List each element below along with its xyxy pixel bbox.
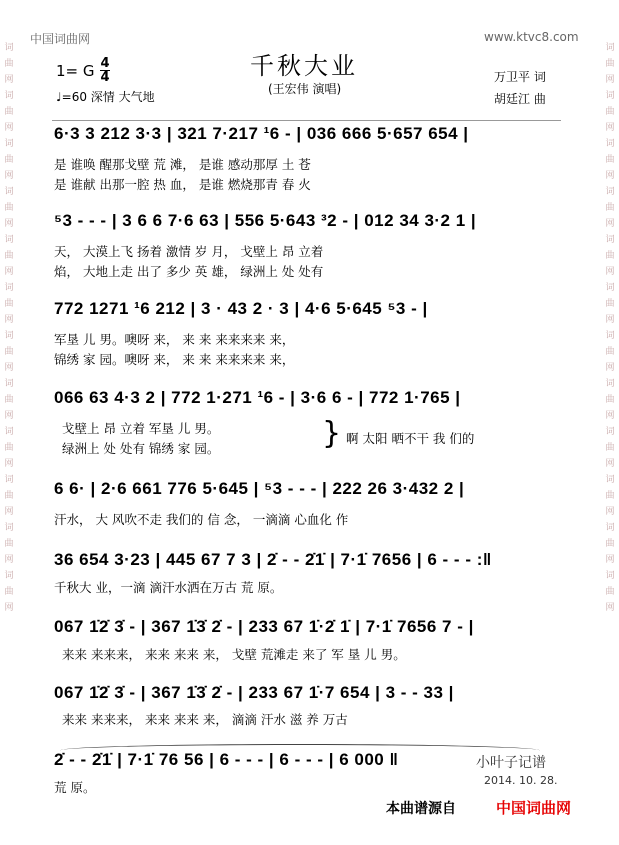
lyrics-line-2b: 焰， 大地上走 出了 多少 英 雄， 绿洲上 处 处有 [54, 264, 324, 279]
lyrics-line-4b: 绿洲上 处 处有 锦绣 家 园。 [62, 441, 220, 456]
lyrics-line-1a: 是 谁唤 醒那戈壁 荒 滩， 是谁 感动那厚 土 苍 [54, 157, 311, 172]
singer-credit: (王宏伟 演唱) [268, 82, 342, 96]
melody-line-3: 772 1271 ¹6 212 | 3 · 43 2 · 3 | 4·6 5·645 ⁵3 - | [54, 299, 428, 318]
melody-line-4: 066 63 4·3 2 | 772 1·271 ¹6 - | 3·6 6 - | 772 1·765 | [54, 388, 461, 407]
lyrics-line-9: 荒 原。 [54, 780, 96, 795]
lyricist-credit: 万卫平 词 [494, 70, 546, 84]
notator-credit: 小叶子记谱 [476, 755, 546, 771]
melody-line-8: 067 1̇2̇ 3̇ - | 367 1̇3̇ 2̇ - | 233 67 1̇·7 654 | 3 - - 33 | [54, 683, 454, 702]
phrase-slur-guide [52, 120, 561, 121]
refrain-lyrics: 啊 太阳 晒不干 我 们的 [346, 431, 475, 446]
lyrics-line-7: 来来 来来来， 来来 来来 来， 戈壁 荒滩走 来了 军 垦 儿 男。 [62, 647, 406, 662]
tempo-marking: ♩=60 深情 大气地 [56, 90, 155, 104]
lyrics-line-2a: 天， 大漠上飞 扬着 激情 岁 月， 戈壁上 昂 立着 [54, 244, 324, 259]
brace-symbol: } [322, 416, 342, 451]
watermark-right: www.ktvc8.com [484, 30, 579, 44]
notation-date: 2014. 10. 28. [484, 774, 558, 787]
time-signature [100, 57, 110, 84]
lyrics-line-5: 汗水， 大 风吹不走 我们的 信 念， 一滴滴 心血化 作 [54, 512, 349, 527]
key-signature: 1= G [56, 62, 95, 80]
melody-line-2: ⁵3 - - - | 3 6 6 7·6 63 | 556 5·643 ³2 - | 012 34 3·2 1 | [54, 211, 477, 230]
melody-line-5: 6 6· | 2·6 661 776 5·645 | ⁵3 - - - | 222 26 3·432 2 | [54, 479, 465, 498]
lyrics-line-6: 千秋大 业，一滴 滴汗水洒在万古 荒 原。 [54, 580, 283, 595]
composer-credit: 胡廷江 曲 [494, 92, 546, 106]
lyrics-line-8: 来来 来来来， 来来 来来 来， 滴滴 汗水 滋 养 万古 [62, 712, 348, 727]
melody-line-6: 36 654 3·23 | 445 67 7 3 | 2̇ - - 2̇1̇ | 7·1̇ 7656 | 6 - - - :‖ [54, 550, 492, 569]
lyrics-line-3b: 锦绣 家 园。噢呀 来， 来 来 来来来来 来， [54, 352, 295, 367]
melody-line-1: 6·3 3 212 3·3 | 321 7·217 ¹6 - | 036 666 5·657 654 | [54, 124, 469, 143]
song-title: 千秋大业 [250, 52, 358, 80]
melody-line-7: 067 1̇2̇ 3̇ - | 367 1̇3̇ 2̇ - | 233 67 1̇·2̇ 1̇ | 7·1̇ 7656 7 - | [54, 617, 474, 636]
lyrics-line-3a: 军垦 儿 男。噢呀 来， 来 来 来来来来 来， [54, 332, 295, 347]
time-signature-top: 4 [100, 56, 110, 71]
side-watermark-right: 词曲网词曲网词曲网词曲网词曲网词曲网词曲网词曲网词曲网词曲网词曲网词曲网 [605, 43, 615, 613]
lyrics-line-4a: 戈壁上 昂 立着 军垦 儿 男。 [62, 421, 220, 436]
watermark-left: 中国词曲网 [30, 32, 91, 46]
source-label: 本曲谱源自 [386, 801, 456, 817]
lyrics-line-1b: 是 谁献 出那一腔 热 血， 是谁 燃烧那青 春 火 [54, 177, 311, 192]
side-watermark-left: 词曲网词曲网词曲网词曲网词曲网词曲网词曲网词曲网词曲网词曲网词曲网词曲网 [4, 43, 14, 613]
melody-line-9: 2̇ - - 2̇1̇ | 7·1̇ 76 56 | 6 - - - | 6 - - - | 6 000 ‖ [54, 750, 399, 769]
time-signature-bottom: 4 [100, 70, 110, 85]
source-site: 中国词曲网 [496, 799, 572, 817]
